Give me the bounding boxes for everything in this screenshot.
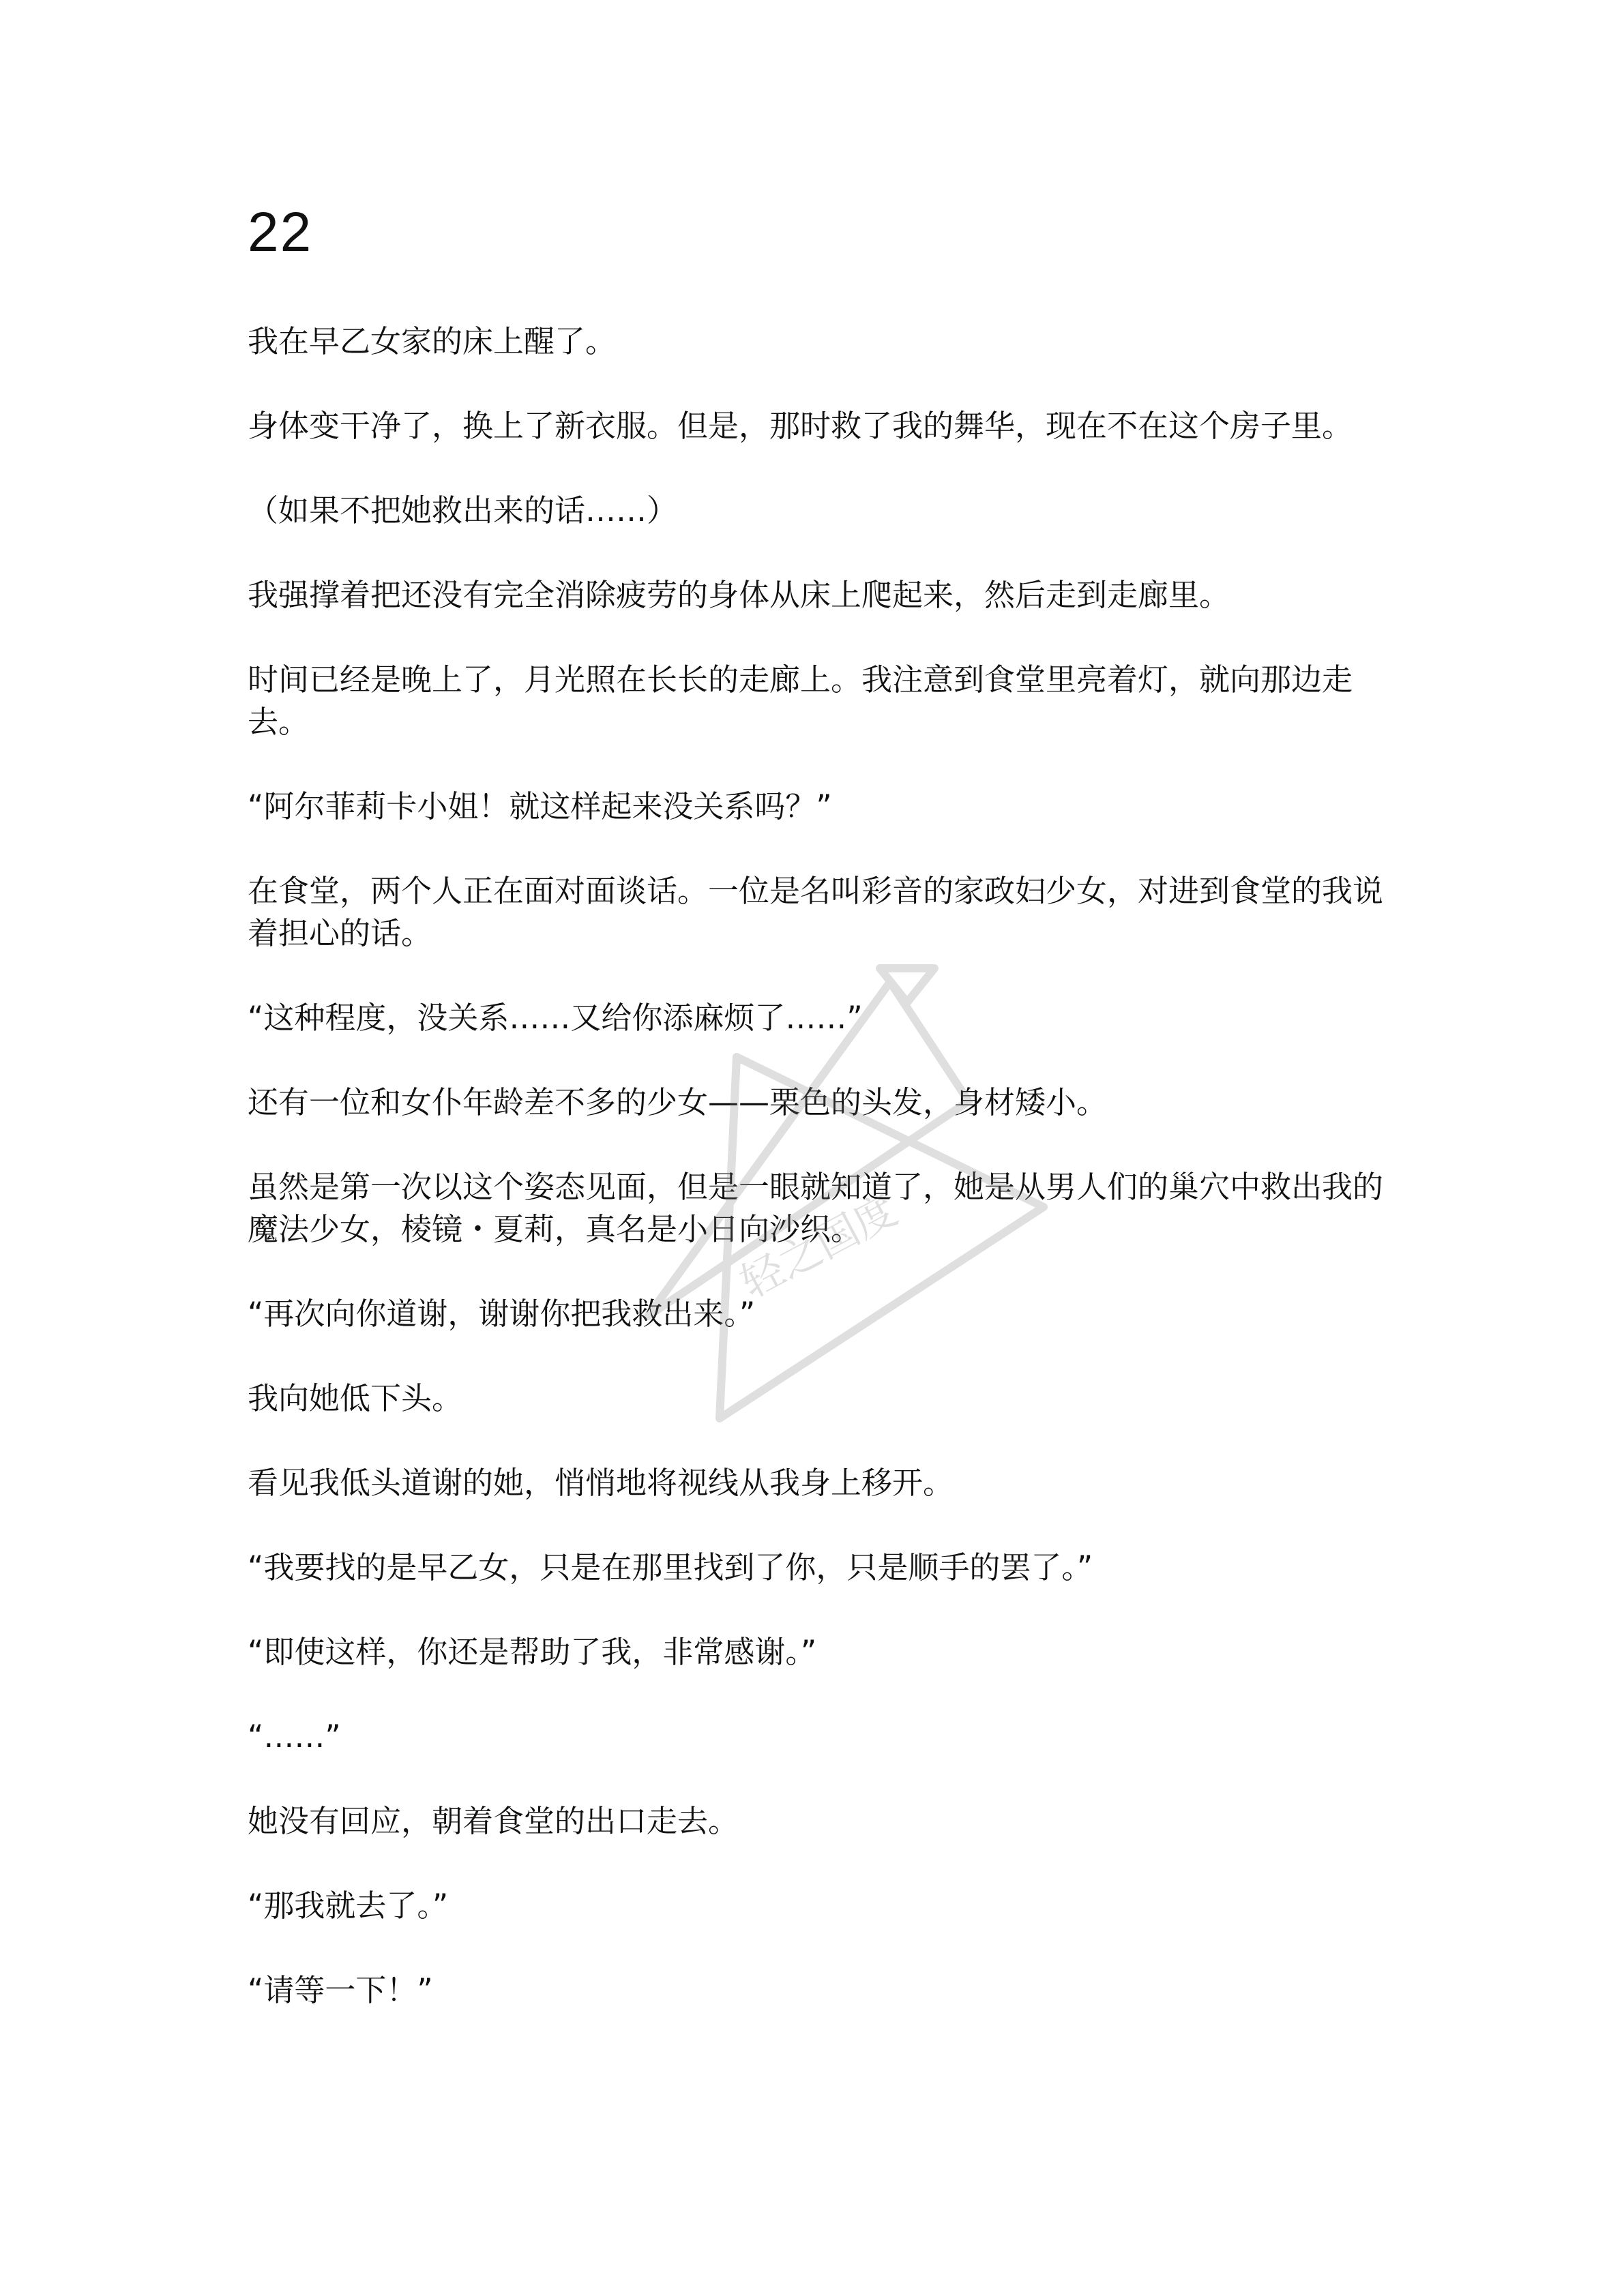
paragraph-12: 我向她低下头。: [248, 1380, 463, 1416]
paragraph-4: 我强撑着把还没有完全消除疲劳的身体从床上爬起来，然后走到走廊里。: [248, 577, 1230, 613]
chapter-number: 22: [248, 201, 313, 263]
paragraph-1: 我在早乙女家的床上醒了。: [248, 323, 617, 359]
paragraph-6: “阿尔菲莉卡小姐！就这样起来没关系吗？”: [248, 788, 832, 824]
watermark-text: 轻之国度: [732, 1184, 906, 1308]
paragraph-3: （如果不把她救出来的话……）: [248, 492, 678, 528]
paragraph-11: “再次向你道谢，谢谢你把我救出来。”: [248, 1296, 756, 1332]
paragraph-9: 还有一位和女仆年龄差不多的少女——栗色的头发，身材矮小。: [248, 1084, 1108, 1120]
paragraph-17: 她没有回应，朝着食堂的出口走去。: [248, 1803, 739, 1839]
paragraph-14: “我要找的是早乙女，只是在那里找到了你，只是顺手的罢了。”: [248, 1549, 1093, 1585]
paragraph-15: “即使这样，你还是帮助了我，非常感谢。”: [248, 1634, 817, 1670]
paragraph-7: 在食堂，两个人正在面对面谈话。一位是名叫彩音的家政妇少女，对进到食堂的我说着担心的话。: [248, 873, 1384, 951]
paragraph-16: “……”: [248, 1718, 341, 1755]
paragraph-5: 时间已经是晚上了，月光照在长长的走廊上。我注意到食堂里亮着灯，就向那边走去。: [248, 661, 1353, 740]
paragraph-18: “那我就去了。”: [248, 1888, 449, 1924]
paragraph-10: 虽然是第一次以这个姿态见面，但是一眼就知道了，她是从男人们的巢穴中救出我的魔法少女，棱镜・夏莉，真名是小日向沙织。: [248, 1169, 1384, 1247]
paragraph-19: “请等一下！”: [248, 1972, 433, 2008]
paragraph-2: 身体变干净了，换上了新衣服。但是，那时救了我的舞华，现在不在这个房子里。: [248, 408, 1353, 444]
chapter-body: [248, 320, 1393, 2054]
paragraph-13: 看见我低头道谢的她，悄悄地将视线从我身上移开。: [248, 1465, 954, 1501]
paragraph-8: “这种程度，没关系……又给你添麻烦了……”: [248, 1000, 863, 1036]
